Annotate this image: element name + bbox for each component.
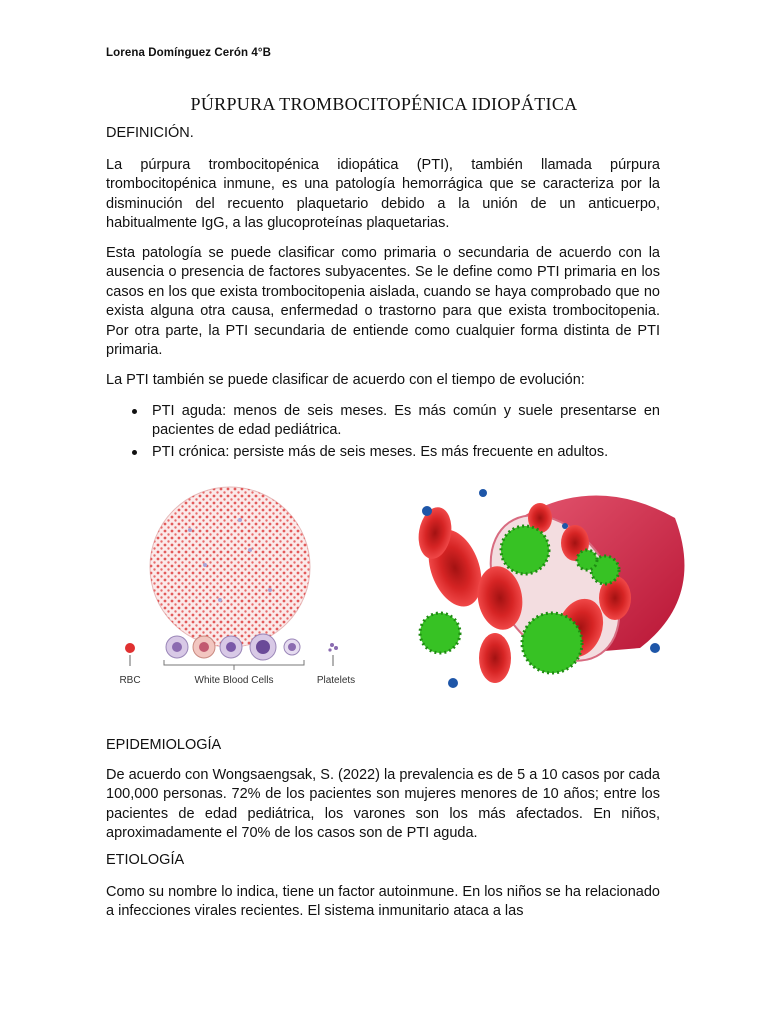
list-item: PTI crónica: persiste más de seis meses. Es más frecuente en adultos. (130, 443, 660, 462)
paragraph-epidemiologia: De acuerdo con Wongsaengsak, S. (2022) la prevalencia es de 5 a 10 casos por cada 100,000 personas. 72% de los pacientes son mujeres menores de 10 años; entre los pacientes de edad pediátrica, los varones son los más afectados. En niños, aproximadamente el 70% de los casos son de PTI aguda. (106, 767, 660, 842)
evolution-list (130, 402, 660, 462)
white-blood-cells-label: White Blood Cells (194, 675, 274, 686)
blood-vessel-figure (405, 478, 695, 703)
rbc-label: RBC (119, 675, 141, 686)
paragraph-definicion-2: Esta patología se puede clasificar como primaria o secundaria de acuerdo con la ausencia o presencia de factores subyacentes. Se le define como PTI primaria en los casos en los que exista trombocitopenia aislada, cuando se haya comprobado que no exista alguna otra causa, enfermedad o trastorno para que exista trombocitopenia. Por otra parte, la PTI secundaria de entiende como cualquier forma distinta de PTI primaria. (106, 245, 660, 359)
heading-etiologia: ETIOLOGÍA (106, 852, 185, 868)
heading-epidemiologia: EPIDEMIOLOGÍA (106, 737, 222, 753)
list-item: PTI aguda: menos de seis meses. Es más común y suele presentarse en pacientes de edad pediátrica. (130, 402, 660, 441)
blood-smear-figure (100, 480, 370, 695)
blood-vessel-illustration (405, 478, 695, 703)
red-cells-pattern (150, 487, 310, 647)
platelets-label: Platelets (316, 675, 356, 686)
blood-smear-illustration (100, 480, 370, 695)
author-line: Lorena Domínguez Cerón 4°B (106, 47, 272, 59)
white-blood-cells-icon (166, 634, 300, 660)
paragraph-etiologia: Como su nombre lo indica, tiene un factor autoinmune. En los niños se ha relacionado a infecciones virales recientes. El sistema inmunitario ataca a las (106, 884, 660, 920)
platelets-icon (328, 643, 338, 652)
paragraph-definicion-1: La púrpura trombocitopénica idiopática (PTI), también llamada púrpura trombocitopénica inmune, es una patología hemorrágica que se caracteriza por la disminución del recuento plaquetario debido a la unión de un anticuerpo, habitualmente IgG, a las glucoproteínas plaquetarias. (106, 157, 660, 232)
paragraph-definicion-3: La PTI también se puede clasificar de acuerdo con el tiempo de evolución: (106, 372, 585, 388)
heading-definicion: DEFINICIÓN. (106, 125, 194, 141)
document-title: PÚRPURA TROMBOCITOPÉNICA IDIOPÁTICA (190, 94, 578, 114)
rbc-icon (125, 643, 135, 653)
